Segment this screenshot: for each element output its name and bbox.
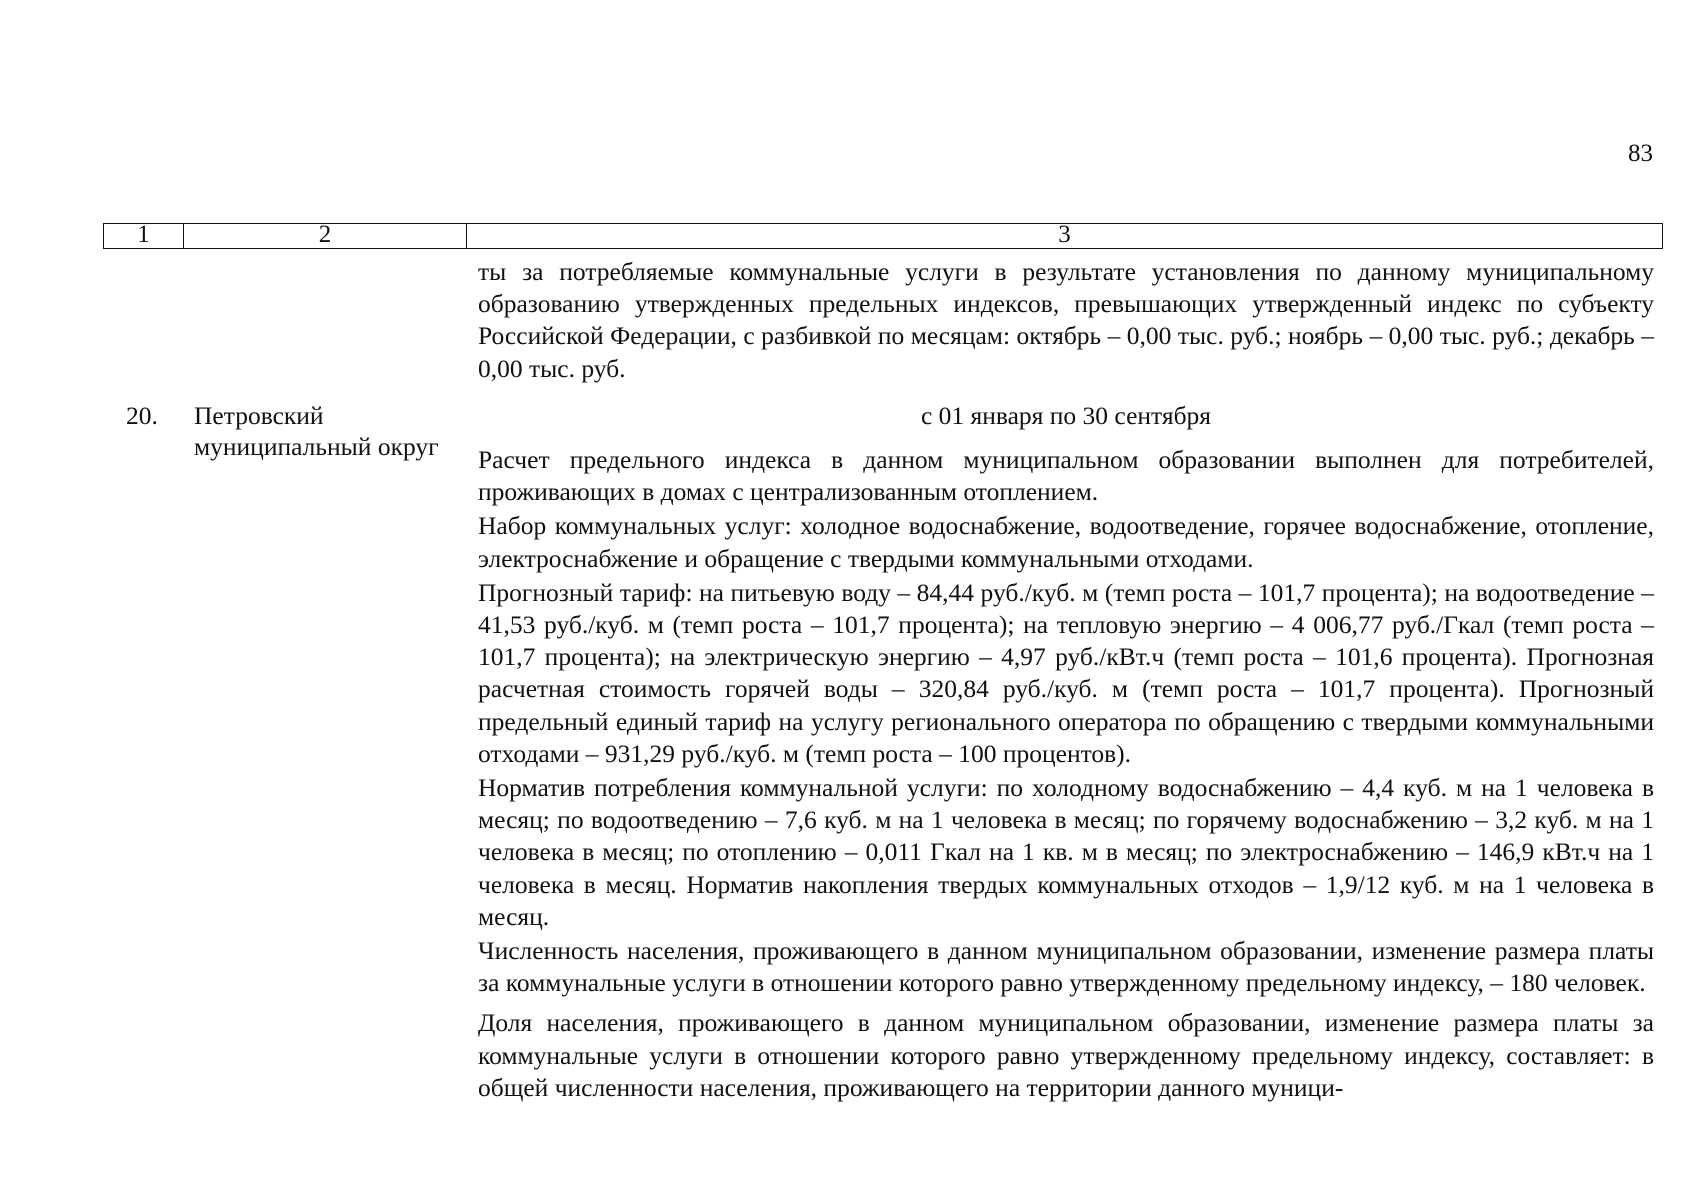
municipality-name: Петровский муниципальный округ [194,401,439,461]
paragraph-calculation-basis: Расчет предельного индекса в данном муниципальном образовании выполнен для потребителей, проживающих в домах с централизованным отоплением. [478,445,1654,507]
page-number: 83 [1628,140,1653,167]
period-heading: с 01 января по 30 сентября [920,401,1212,430]
paragraph-population-count: Численность населения, проживающего в данном муниципальном образовании, изменение размера платы за коммунальные услуги в отношении которого равно утвержденному предельному индексу, – 180 человек. [478,936,1654,998]
row-number: 20. [126,401,158,430]
continuation-paragraph [478,256,1654,385]
paragraph-consumption-norm: Норматив потребления коммунальной услуги: по холодному водоснабжению – 4,4 куб. м на 1 человека в месяц; по водоотведению – 7,6 куб. м на 1 человека в месяц; по горячему водоснабжению – 3,2 куб. м на 1 человека в месяц; по отоплению – 0,011 Гкал на 1 кв. м в месяц; по электроснабжению – 146,9 кВт.ч на 1 человека в месяц. Норматив накопления твердых коммунальных отходов – 1,9/12 куб. м на 1 человека в месяц. [478,773,1654,931]
continuation-text: ты за потребляемые коммунальные услуги в результате установления по данному муниципальному образованию утвержденных предельных индексов, превышающих утвержденный индекс по субъекту Российской Федерации, с разбивкой по месяцам: октябрь – 0,00 тыс. руб.; ноябрь – 0,00 тыс. руб.; декабрь – 0,00 тыс. руб. [478,257,1654,383]
paragraph-forecast-tariff: Прогнозный тариф: на питьевую воду – 84,44 руб./куб. м (темп роста – 101,7 процента); на водоотведение – 41,53 руб./куб. м (темп роста – 101,7 процента); на тепловую энергию – 4 006,77 руб./Гкал (темп роста – 101,7 процента); на электрическую энергию – 4,97 руб./кВт.ч (темп роста – 101,6 процента). Прогнозная расчетная стоимость горячей воды – 320,84 руб./куб. м (темп роста – 101,7 процента). Прогнозный предельный единый тариф на услугу регионального оператора по обращению с твердыми коммунальными отходами – 931,29 руб./куб. м (темп роста – 100 процентов). [478,577,1654,768]
table-header-col-2: 2 [184,224,467,248]
table-header-col-3: 3 [1058,221,1071,248]
table-header-col-1: 1 [104,224,184,248]
paragraph-population-share: Доля населения, проживающего в данном муниципальном образовании, изменение размера платы за коммунальные услуги в отношении которого равно утвержденному предельному индексу, составляет: в общей численности населения, проживающего на территории данного муници- [478,1008,1654,1102]
paragraph-services-set: Набор коммунальных услуг: холодное водоснабжение, водоотведение, горячее водоснабжение, отопление, электроснабжение и обращение с твердыми коммунальными отходами. [478,511,1654,573]
row-description [478,444,1654,1104]
table-header-row [103,223,1663,249]
